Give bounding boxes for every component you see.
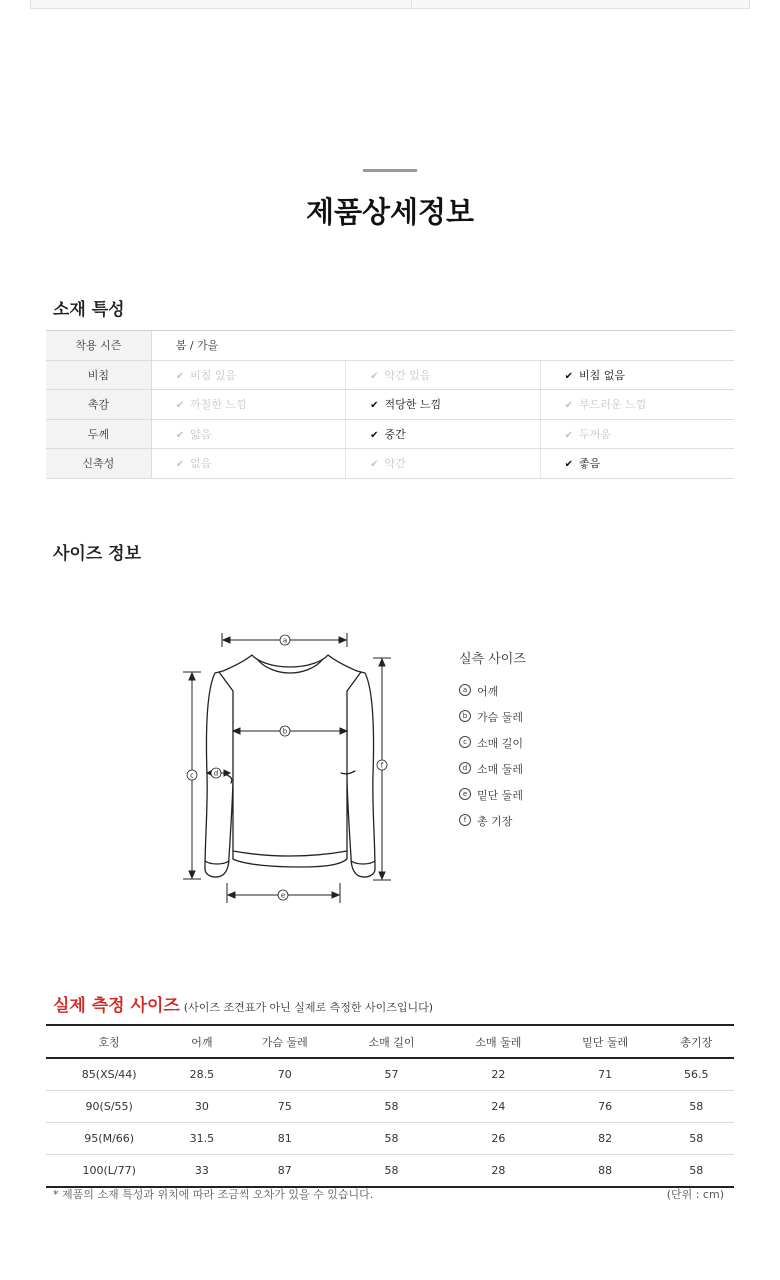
size-value-cell: 58: [659, 1123, 734, 1155]
size-value-cell: 56.5: [659, 1058, 734, 1091]
material-option: [540, 360, 734, 390]
material-option: [151, 449, 345, 479]
legend-title: 실측 사이즈: [459, 652, 526, 667]
size-table-header: 어깨: [172, 1025, 231, 1058]
svg-text:e: e: [280, 891, 286, 900]
size-info-section-title: 사이즈 정보: [53, 544, 142, 564]
size-value-cell: 28.5: [172, 1058, 231, 1091]
legend-item: [459, 761, 526, 787]
title-decoration-line: [363, 169, 417, 172]
material-option-label: 얇음: [190, 427, 212, 441]
size-name-cell: 95(M/66): [46, 1123, 172, 1155]
material-option-label: 적당한 느낌: [384, 398, 442, 412]
material-option: [346, 419, 540, 449]
size-name-cell: 90(S/55): [46, 1091, 172, 1123]
size-value-cell: 75: [231, 1091, 338, 1123]
svg-text:a: a: [282, 636, 288, 645]
svg-text:d: d: [213, 769, 219, 778]
legend-marker-icon: f: [459, 814, 471, 826]
material-option-label: 부드러운 느낌: [578, 398, 647, 412]
material-option: [540, 419, 734, 449]
legend-label: 총 기장: [477, 815, 513, 828]
size-value-cell: 28: [445, 1155, 552, 1188]
material-section-title: 소재 특성: [53, 300, 125, 320]
material-option-label: 두꺼움: [578, 427, 611, 441]
material-row: [46, 390, 734, 420]
size-value-cell: 81: [231, 1123, 338, 1155]
measure-title: 실제 측정 사이즈: [53, 996, 180, 1016]
size-table-header: 소매 둘레: [445, 1025, 552, 1058]
size-value-cell: 58: [659, 1091, 734, 1123]
legend-label: 소매 길이: [477, 737, 524, 750]
material-option-label: 까칠한 느낌: [190, 398, 247, 412]
check-icon: ✔: [175, 459, 185, 471]
svg-text:b: b: [282, 727, 288, 736]
material-option: [346, 390, 540, 420]
legend-marker-icon: d: [459, 762, 471, 774]
size-value-cell: 70: [231, 1058, 338, 1091]
material-option: [346, 360, 540, 390]
material-option: [540, 449, 734, 479]
size-value-cell: 22: [445, 1058, 552, 1091]
svg-text:c: c: [190, 771, 194, 780]
material-row: [46, 449, 734, 479]
size-value-cell: 87: [231, 1155, 338, 1188]
material-table: [46, 330, 734, 479]
tolerance-note: * 제품의 소재 특성과 위치에 따라 조금씩 오차가 있을 수 있습니다.: [53, 1188, 374, 1201]
svg-text:f: f: [380, 761, 384, 770]
check-icon: ✔: [175, 429, 185, 441]
material-option-label: 비침 있음: [190, 368, 237, 382]
check-icon: ✔: [175, 400, 185, 412]
size-value-cell: 58: [338, 1123, 445, 1155]
material-option-label: 없음: [190, 457, 212, 471]
legend-label: 가슴 둘레: [477, 711, 524, 724]
legend-marker-icon: e: [459, 788, 471, 800]
check-icon: ✔: [175, 370, 185, 382]
legend-label: 밑단 둘레: [477, 789, 524, 802]
material-row: [46, 331, 734, 361]
material-row: [46, 419, 734, 449]
legend-item: [459, 709, 526, 735]
unit-label: (단위 : cm): [666, 1188, 724, 1201]
size-table-header: 소매 길이: [338, 1025, 445, 1058]
material-row-label: 신축성: [46, 449, 151, 479]
material-option: [151, 419, 345, 449]
page-title: 제품상세정보: [305, 195, 475, 229]
material-row-label: 촉감: [46, 390, 151, 420]
material-row-label: 착용 시즌: [46, 331, 151, 361]
material-option: [151, 390, 345, 420]
check-icon: ✔: [564, 429, 573, 441]
material-row-label: 두께: [46, 419, 151, 449]
size-value-cell: 88: [552, 1155, 659, 1188]
size-table-row: [46, 1123, 734, 1155]
size-table-header: 호칭: [46, 1025, 172, 1058]
measure-subtitle: (사이즈 조견표가 아닌 실제로 측정한 사이즈입니다): [183, 1001, 434, 1014]
size-value-cell: 33: [172, 1155, 231, 1188]
size-value-cell: 58: [338, 1155, 445, 1188]
material-option-label: 중간: [384, 427, 406, 441]
material-row: [46, 360, 734, 390]
check-icon: ✔: [370, 459, 379, 471]
material-option-label: 약간: [384, 457, 406, 471]
check-icon: ✔: [370, 370, 379, 382]
size-value-cell: 57: [338, 1058, 445, 1091]
size-value-cell: 24: [445, 1091, 552, 1123]
material-option: [540, 390, 734, 420]
material-option: [151, 360, 345, 390]
material-option-label: 비침 없음: [578, 368, 625, 382]
legend-marker-icon: c: [459, 736, 471, 748]
material-row-value: 봄 / 가을: [151, 331, 734, 361]
size-table-header: 밑단 둘레: [552, 1025, 659, 1058]
legend-marker-icon: b: [459, 710, 471, 722]
size-value-cell: 71: [552, 1058, 659, 1091]
check-icon: ✔: [564, 459, 573, 471]
legend-item: [459, 787, 526, 813]
size-value-cell: 76: [552, 1091, 659, 1123]
legend-item: [459, 683, 526, 709]
size-name-cell: 85(XS/44): [46, 1058, 172, 1091]
size-value-cell: 30: [172, 1091, 231, 1123]
material-row-label: 비침: [46, 360, 151, 390]
legend-item: [459, 735, 526, 761]
measure-section-title: [53, 991, 433, 1016]
sweater-measurement-diagram: [175, 625, 405, 910]
size-name-cell: 100(L/77): [46, 1155, 172, 1188]
check-icon: ✔: [564, 370, 573, 382]
size-value-cell: 26: [445, 1123, 552, 1155]
check-icon: ✔: [564, 400, 573, 412]
legend-label: 어깨: [477, 685, 499, 698]
size-table: [46, 1024, 734, 1188]
material-option-label: 약간 있음: [384, 368, 431, 382]
size-value-cell: 31.5: [172, 1123, 231, 1155]
size-table-row: [46, 1091, 734, 1123]
legend-marker-icon: a: [459, 684, 471, 696]
check-icon: ✔: [370, 400, 379, 412]
legend-label: 소매 둘레: [477, 763, 524, 776]
material-option-label: 좋음: [578, 457, 601, 471]
size-table-row: [46, 1058, 734, 1091]
size-table-row: [46, 1155, 734, 1188]
check-icon: ✔: [370, 429, 379, 441]
size-value-cell: 58: [338, 1091, 445, 1123]
size-table-header: 총기장: [659, 1025, 734, 1058]
size-value-cell: 82: [552, 1123, 659, 1155]
top-tab-bar: [30, 0, 750, 9]
measurement-legend: [459, 648, 526, 839]
size-table-header: 가슴 둘레: [231, 1025, 338, 1058]
size-value-cell: 58: [659, 1155, 734, 1188]
material-option: [346, 449, 540, 479]
legend-item: [459, 813, 526, 839]
